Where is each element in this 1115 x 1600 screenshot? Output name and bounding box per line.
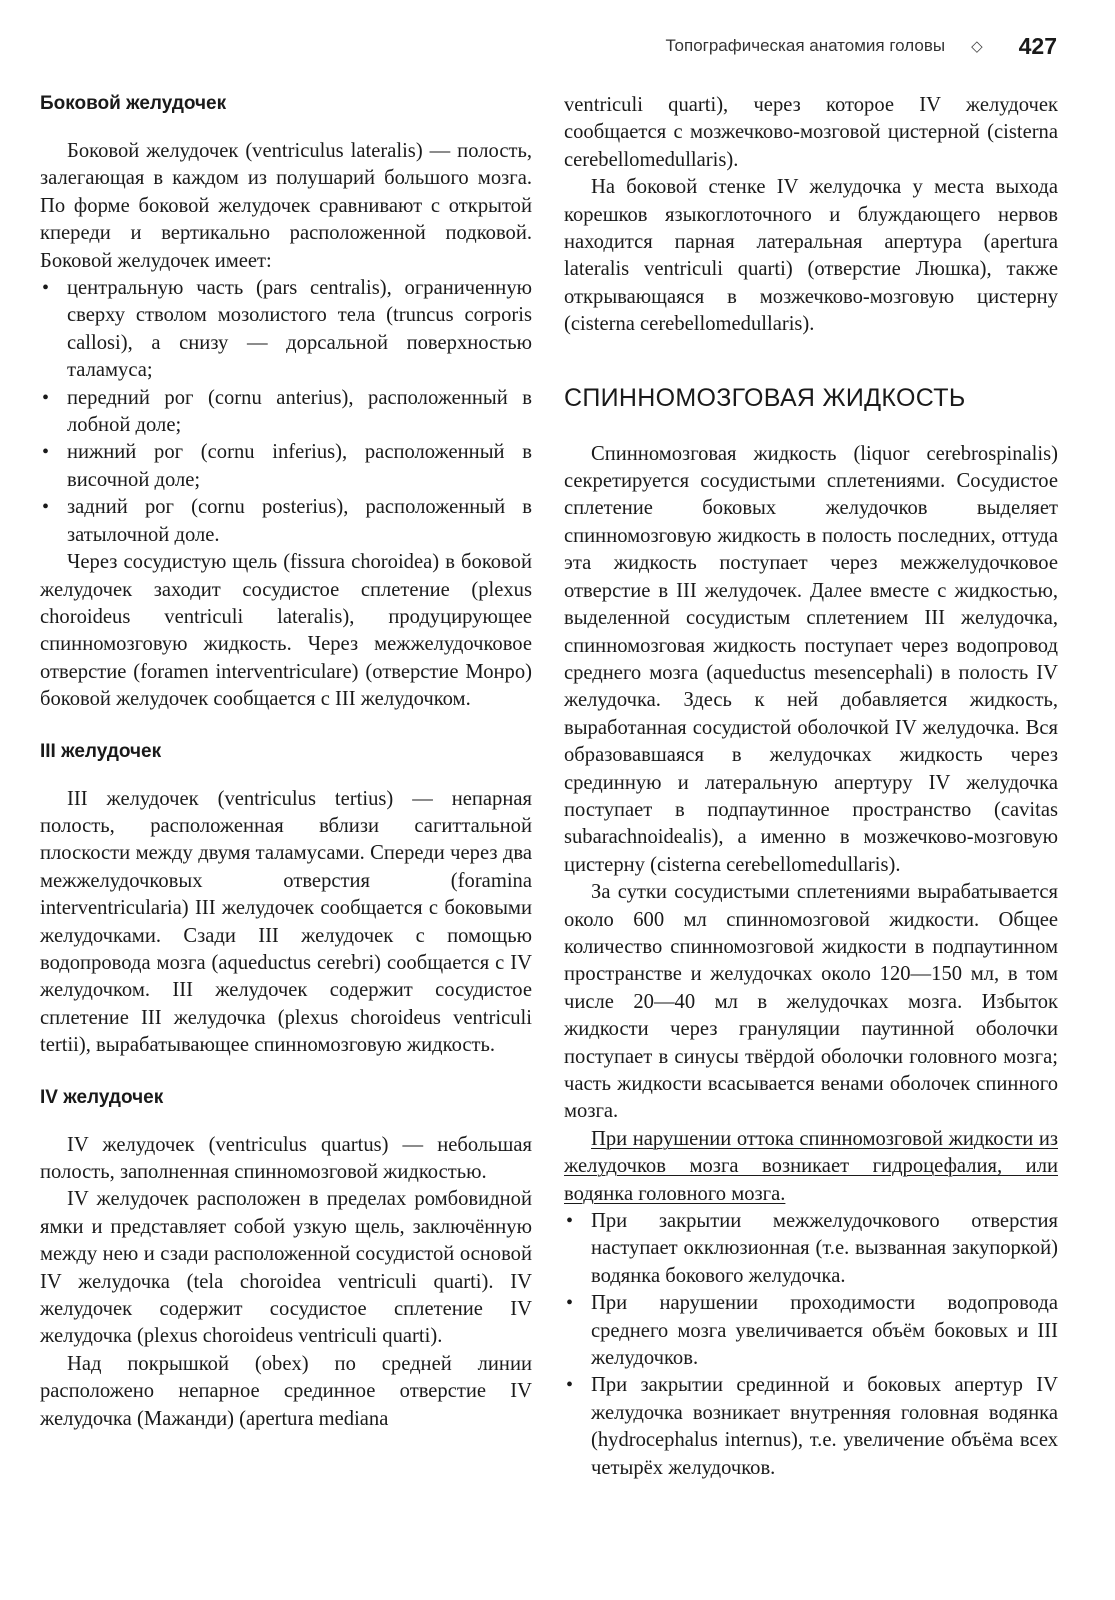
list-item: • При закрытии межжелудочкового отверстия наступает окклюзионная (т.е. вызванная закупоркой) водянка бокового желудочка. xyxy=(564,1208,1058,1290)
left-column xyxy=(40,86,532,1433)
list-item: • передний рог (cornu anterius), расположенный в лобной доле; xyxy=(40,385,532,440)
running-title: Топографическая анатомия головы xyxy=(665,36,946,55)
paragraph: IV желудочек расположен в пределах ромбовидной ямки и представляет собой узкую щель, заключённую между нею и сзади расположенной сосудистой основой IV желудочка (tela choroidea ventriculi quarti). IV желудочек содержит сосудистое сплетение IV желудочка (plexus choroideus ventriculi quarti). xyxy=(40,1188,532,1348)
paragraph: Спинномозговая жидкость (liquor cerebrospinalis) секретируется сосудистыми сплетениями. Сосудистое сплетение боковых желудочков выделяет спинномозговую жидкость в полость последних, оттуда эта жидкость поступает через межжелудочковое отверстие в III желудочек. Далее вместе с жидкостью, выделенной сосудистым сплетением III желудочка, спинномозговая жидкость поступает через водопровод среднего мозга (aqueductus mesencephali) в полость IV желудочка. Здесь к ней добавляется жидкость, выработанная сосудистой оболочкой IV желудочка. Вся образовавшаяся в желудочках жидкость через срединную и латеральную апертуру IV желудочка поступает в подпаутинное пространство (cavitas subarachnoidealis), а именно в мозжечково-мозговую цистерну (cisterna cerebellomedullaris). xyxy=(564,442,1058,876)
paragraph: Над покрышкой (obex) по средней линии расположено непарное срединное отверстие IV желудочка (Мажанди) (apertura mediana xyxy=(40,1352,532,1430)
section-heading-lateral-ventricle: Боковой желудочек xyxy=(40,93,227,114)
bullet-list xyxy=(40,275,532,549)
bullet-list xyxy=(564,1208,1058,1482)
section-heading-csf: СПИННОМОЗГОВАЯ ЖИДКОСТЬ xyxy=(564,383,966,412)
list-item: • задний рог (cornu posterius), расположенный в затылочной доле. xyxy=(40,494,532,549)
paragraph: Боковой желудочек (ventriculus lateralis) — полость, залегающая в каждом из полушарий большого мозга. По форме боковой желудочек сравнивают с открытой кпереди и вертикально расположенной подковой. Боковой желудочек имеет: xyxy=(40,140,532,272)
list-item: • При нарушении проходимости водопровода среднего мозга увеличивается объём боковых и III желудочков. xyxy=(564,1290,1058,1372)
page-number: 427 xyxy=(1018,32,1057,59)
paragraph: Через сосудистую щель (fissura choroidea) в боковой желудочек заходит сосудистое сплетение (plexus choroideus ventriculi lateralis), продуцирующее спинномозговую жидкость. Через межжелудочковое отверстие (foramen interventriculare) (отверстие Монро) боковой желудочек сообщается с III желудочком. xyxy=(40,551,532,711)
list-item: • При закрытии срединной и боковых апертур IV желудочка возникает внутренняя головная водянка (hydrocephalus internus), т.е. увеличение объёма всех четырёх желудочков. xyxy=(564,1372,1058,1482)
list-item: • нижний рог (cornu inferius), расположенный в височной доле; xyxy=(40,439,532,494)
paragraph: За сутки сосудистыми сплетениями вырабатывается около 600 мл спинномозговой жидкости. Общее количество спинномозговой жидкости в подпаутинном пространстве и желудочках около 120—150 мл, в том числе 20—40 мл в желудочках мозга. Избыток жидкости через грануляции паутинной оболочки поступает в синусы твёрдой оболочки головного мозга; часть жидкости всасывается венами оболочек спинного мозга. xyxy=(564,881,1058,1123)
diamond-ornament-icon: ◇ xyxy=(971,37,983,55)
right-column xyxy=(564,86,1058,1482)
section-heading-fourth-ventricle: IV желудочек xyxy=(40,1086,164,1108)
section-heading-third-ventricle: III желудочек xyxy=(40,740,162,762)
paragraph: На боковой стенке IV желудочка у места выхода корешков языкоглоточного и блуждающего нервов находится парная латеральная апертура (apertura lateralis ventriculi quarti) (отверстие Люшка), также открывающаяся в мозжечково-мозговую цистерну (cisterna cerebellomedullaris). xyxy=(564,176,1058,336)
paragraph: III желудочек (ventriculus tertius) — непарная полость, расположенная вблизи сагиттальной плоскости между двумя таламусами. Спереди через два межжелудочковых отверстия (foramina interventricularia) III желудочек сообщается с боковыми желудочками. Сзади III желудочек с помощью водопровода мозга (aqueductus cerebri) сообщается с IV желудочком. III желудочек содержит сосудистое сплетение III желудочка (plexus choroideus ventriculi tertii), вырабатывающее спинномозговую жидкость. xyxy=(40,787,532,1057)
paragraph: IV желудочек (ventriculus quartus) — небольшая полость, заполненная спинномозговой жидкостью. xyxy=(40,1133,532,1183)
paragraph-underlined: При нарушении оттока спинномозговой жидкости из желудочков мозга возникает гидроцефалия, или водянка головного мозга. xyxy=(564,1127,1058,1205)
running-header xyxy=(665,30,1057,62)
paragraph-continued: ventriculi quarti), через которое IV желудочек сообщается с мозжечково-мозговой цистерной (cisterna cerebellomedullaris). xyxy=(564,94,1058,171)
list-item: • центральную часть (pars centralis), ограниченную сверху стволом мозолистого тела (truncus corporis callosi), а снизу — дорсальной поверхностью таламуса; xyxy=(40,275,532,385)
